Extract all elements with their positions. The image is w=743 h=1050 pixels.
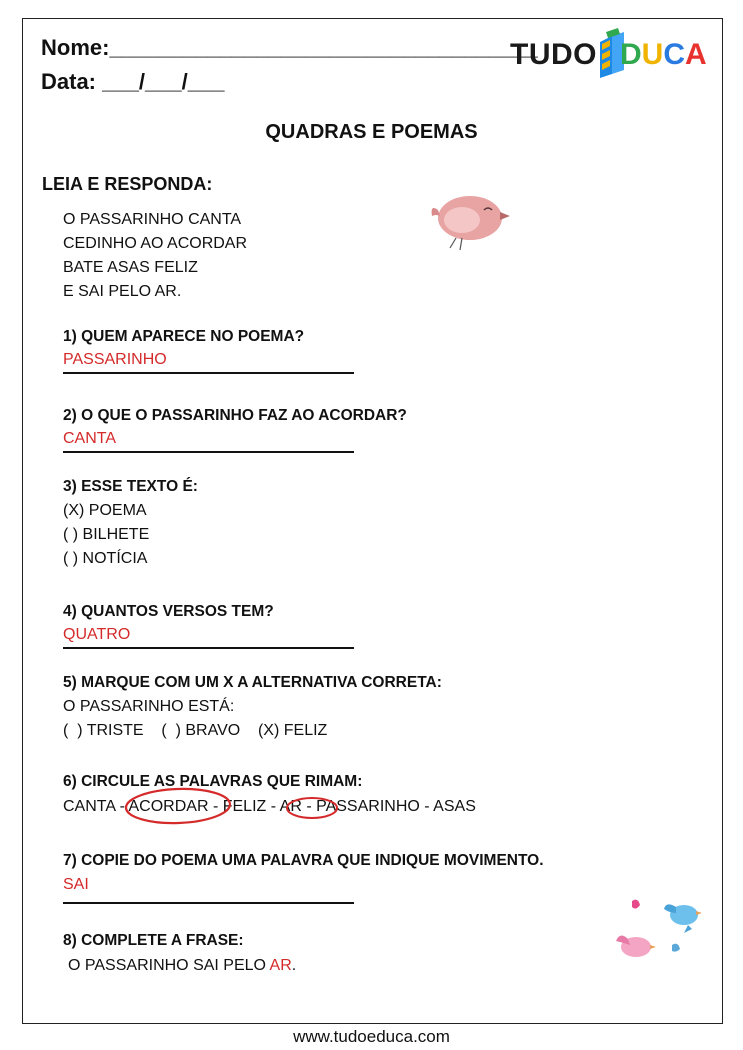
option-bilhete: ( ) BILHETE [63, 526, 150, 543]
question-1: 1) QUEM APARECE NO POEMA? [63, 328, 305, 345]
word-asas: ASAS [433, 798, 476, 815]
poem-verse: CEDINHO AO ACORDAR [63, 235, 248, 252]
logo-text-educa: DUCA [620, 38, 707, 71]
footer-url[interactable]: www.tudoeduca.com [293, 1027, 450, 1046]
question-5: 5) MARQUE COM UM X A ALTERNATIVA CORRETA: [63, 674, 442, 691]
answer-line-7 [63, 902, 354, 904]
answer-1: PASSARINHO [63, 351, 167, 368]
circle-mark-ar [284, 795, 340, 821]
circle-mark-acordar [122, 784, 234, 826]
question-6: 6) CIRCULE AS PALAVRAS QUE RIMAM: [63, 773, 363, 790]
question-2: 2) O QUE O PASSARINHO FAZ AO ACORDAR? [63, 407, 407, 424]
question-3: 3) ESSE TEXTO É: [63, 478, 198, 495]
instruction-heading: LEIA E RESPONDA: [42, 174, 213, 194]
poem [63, 208, 247, 304]
poem-verse: E SAI PELO AR. [63, 283, 182, 300]
word-feliz: FELIZ [222, 798, 267, 815]
answer-7: SAI [63, 876, 89, 893]
question-8: 8) COMPLETE A FRASE: [63, 932, 244, 949]
word-acordar: ACORDAR [128, 798, 209, 815]
rhyme-word-list: CANTA - ACORDAR - FELIZ - AR - PASSARINHO - ASAS [63, 798, 476, 815]
answer-line-2 [63, 451, 354, 453]
word-ar: AR [279, 798, 302, 815]
worksheet-border [22, 18, 723, 1024]
option-poema: (X) POEMA [63, 502, 147, 519]
logo-text-tudo: TUDO [510, 38, 597, 71]
flying-birds-illustration [606, 895, 706, 965]
question-5-prompt: O PASSARINHO ESTÁ: [63, 698, 235, 715]
poem-verse: BATE ASAS FELIZ [63, 259, 198, 276]
bird-illustration [426, 190, 514, 256]
date-field-label: Data: ___/___/___ [41, 69, 225, 94]
answer-line-4 [63, 647, 354, 649]
complete-sentence: O PASSARINHO SAI PELO AR. [68, 957, 297, 974]
answer-2: CANTA [63, 430, 117, 447]
answer-4: QUATRO [63, 626, 131, 643]
answer-8: AR [269, 957, 292, 974]
option-noticia: ( ) NOTÍCIA [63, 550, 148, 567]
poem-verse: O PASSARINHO CANTA [63, 211, 242, 228]
page-title: QUADRAS E POEMAS [265, 121, 478, 143]
question-5-options: ( ) TRISTE ( ) BRAVO (X) FELIZ [63, 722, 328, 739]
name-field-label: Nome:___________________________________ [41, 35, 538, 60]
answer-line-1 [63, 372, 354, 374]
word-canta: CANTA [63, 798, 116, 815]
question-7: 7) COPIE DO POEMA UMA PALAVRA QUE INDIQUE MOVIMENTO. [63, 852, 544, 869]
word-passarinho: PASSARINHO [316, 798, 420, 815]
question-4: 4) QUANTOS VERSOS TEM? [63, 603, 274, 620]
